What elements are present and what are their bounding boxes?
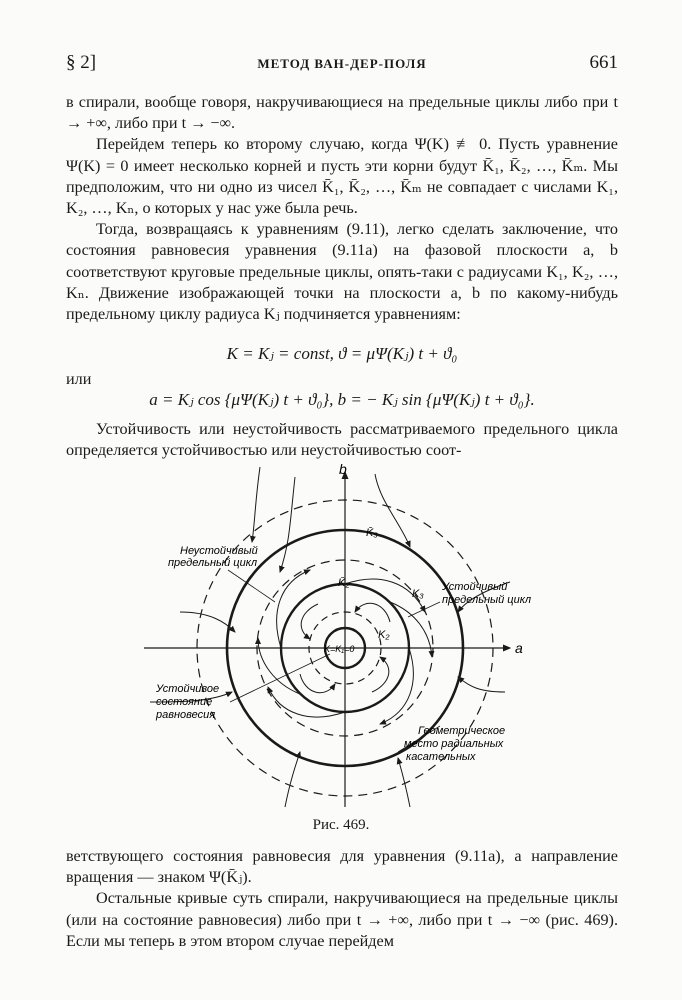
leader-line bbox=[408, 602, 440, 617]
trajectory bbox=[300, 674, 335, 693]
stable-cycle-label-2: предельный цикл bbox=[442, 594, 532, 606]
leader-line bbox=[230, 654, 330, 702]
trajectory bbox=[252, 467, 260, 542]
k2bar-label: K̄₂ bbox=[338, 577, 350, 589]
formula-1: K = Kⱼ = const, ϑ = μΨ(Kⱼ) t + ϑ₀ bbox=[226, 344, 458, 363]
trajectory bbox=[372, 657, 389, 692]
equilibrium-label-2: состояние bbox=[156, 696, 213, 708]
formula-2: a = Kⱼ cos {μΨ(Kⱼ) t + ϑ₀}, b = − Kⱼ sin {μΨ(Kⱼ) t + ϑ₀}. bbox=[149, 390, 535, 409]
trajectory bbox=[355, 603, 390, 622]
stable-cycle-label-1: Устойчивый bbox=[442, 581, 508, 593]
phase-portrait-diagram bbox=[140, 462, 540, 814]
page-header bbox=[66, 52, 618, 80]
unstable-cycle-label-2: предельный цикл bbox=[168, 557, 258, 569]
k3-label: K₃ bbox=[412, 588, 424, 600]
trajectory bbox=[458, 677, 505, 692]
unstable-cycle-label-1: Неустойчивый bbox=[180, 545, 258, 557]
word-or: или bbox=[66, 370, 92, 388]
figure-caption: Рис. 469. bbox=[312, 817, 370, 833]
axis-b-label: b bbox=[339, 462, 347, 477]
trajectory bbox=[180, 612, 235, 632]
locus-label-1: Геометрическое bbox=[418, 725, 506, 737]
trajectory bbox=[301, 604, 318, 639]
figure-469 bbox=[140, 462, 540, 814]
section-number: § 2] bbox=[66, 52, 97, 73]
locus-label-2: место радиальных bbox=[404, 738, 504, 750]
body-text-bottom bbox=[66, 846, 618, 952]
axis-a-label: a bbox=[515, 640, 523, 656]
paragraph-1: в спирали, вообще говоря, накручивающиеся на предельные циклы либо при t → +∞, либо при t → −∞. bbox=[66, 93, 618, 133]
equilibrium-label-3: равновесия bbox=[156, 709, 216, 721]
paragraph-4-block bbox=[66, 419, 618, 461]
paragraph-4: Устойчивость или неустойчивость рассматриваемого предельного цикла определяется устойчивостью или неустойчивостью соот- bbox=[66, 420, 618, 460]
paragraph-6: Остальные кривые суть спирали, накручивающиеся на предельные циклы (или на состояние равновесия) либо при t → +∞, либо при t → −∞ (рис. 469). Если мы теперь в этом втором случае перейдем bbox=[66, 889, 618, 950]
page-number: 661 bbox=[589, 52, 618, 73]
locus-label-3: касательных bbox=[406, 751, 476, 763]
body-text-top bbox=[66, 92, 618, 325]
paragraph-2: Перейдем теперь ко второму случаю, когда Ψ(K) ≢ 0. Пусть уравнение Ψ(K) = 0 имеет несколько корней и пусть эти корни будут K̄₁, K̄₂, …, K̄ₘ. Мы предположим, что ни одно из чисел K̄₁, K̄₂, …, K̄ₘ не совпадает с числами K₁, K₂, …, Kₙ, о которых у нас уже была речь. bbox=[66, 135, 618, 218]
equilibrium-label-1: Устойчивое bbox=[156, 683, 220, 695]
paragraph-5: ветствующего состояния равновесия для уравнения (9.11а), а направление вращения — знаком Ψ(K̄ⱼ). bbox=[66, 847, 618, 887]
center-label: K=K₁=0 bbox=[324, 644, 355, 654]
k2-label: K₂ bbox=[378, 629, 390, 641]
paragraph-3: Тогда, возвращаясь к уравнениям (9.11), легко сделать заключение, что состояния равновесия уравнения (9.11а) на фазовой плоскости a, b соответствуют круговые предельные циклы, опять-таки с радиусами K₁, K₂, …, Kₙ. Движение изображающей точки на плоскости a, b по какому-нибудь предельному циклу радиуса Kⱼ подчиняется уравнениям: bbox=[66, 220, 618, 324]
trajectory bbox=[280, 477, 295, 572]
k3bar-label: K̄₃ bbox=[366, 527, 378, 539]
running-title: МЕТОД ВАН-ДЕР-ПОЛЯ bbox=[257, 56, 427, 71]
trajectory bbox=[398, 758, 410, 807]
trajectory bbox=[285, 752, 300, 807]
trajectory bbox=[268, 687, 345, 717]
